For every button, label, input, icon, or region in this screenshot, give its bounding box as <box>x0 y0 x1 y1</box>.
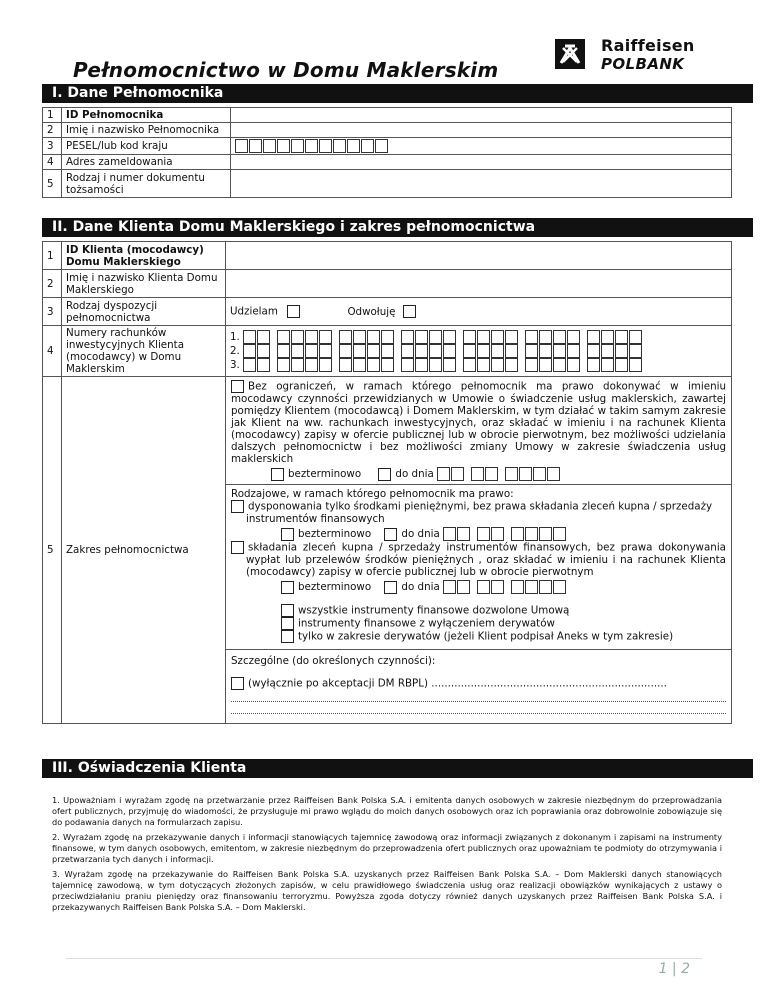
full-scope-checkbox[interactable] <box>231 380 244 393</box>
account-numbers <box>226 326 732 377</box>
szczegolne-checkbox[interactable] <box>231 677 244 690</box>
page-number: 1 | 2 <box>658 961 690 977</box>
id-document-input[interactable] <box>231 170 732 198</box>
proxy-id-input[interactable] <box>231 108 732 123</box>
field-label: PESEL/lub kod kraju <box>62 138 231 155</box>
declaration-3: 3. Wyrażam zgodę na przekazywanie do Raiffeisen Bank Polska S.A. uzyskanych przez Raiffeisen Bank Polska S.A. – Dom Maklerski danych stanowiących tajemnicę zawodową, w tym dotyczących złożonych zapisów, w celu prawidłowego świadczenia usług oraz realizacji obowiązków wynikających z ustawy o przeciwdziałaniu praniu pieniędzy oraz finansowaniu terroryzmu. Powyższa zgoda dotyczy również danych uzyskanych przez Raiffeisen Bank Polska S.A. i przekazywanych Raiffeisen Bank Polska S.A. – Dom Maklerski. <box>52 869 722 912</box>
address-input[interactable] <box>231 155 732 170</box>
row-num: 4 <box>43 326 62 377</box>
instr3-checkbox[interactable] <box>281 630 294 643</box>
client-id-input[interactable] <box>226 242 732 270</box>
row-num: 4 <box>43 155 62 170</box>
field-label: Imię i nazwisko Pełnomocnika <box>62 123 231 138</box>
section1-heading: I. Dane Pełnomocnika <box>42 84 753 103</box>
opt2-bezterminowo-checkbox[interactable] <box>281 581 294 594</box>
account-row-2[interactable]: 2. <box>230 344 727 358</box>
declaration-2: 2. Wyrażam zgodę na przekazywanie danych i informacji stanowiących tajemnicę zawodową oraz informacji związanych z dokonanym i zapisami na instrumenty finansowe, w tym danych osobowych, emitentom, w zakresie niezbędnym do przeprowadzenia ofert publicznych oraz upoważniam te podmioty do otrzymywania i przetwarzania tych danych i informacji. <box>52 832 722 864</box>
row-num: 1 <box>43 242 62 270</box>
full-bezterminowo-checkbox[interactable] <box>271 468 284 481</box>
field-label: ID Klienta (mocodawcy) Domu Maklerskiego <box>62 242 226 270</box>
udzielam-checkbox[interactable] <box>287 305 300 318</box>
bank-logo <box>543 30 733 82</box>
client-name-input[interactable] <box>226 270 732 298</box>
udzielam-label: Udzielam <box>230 305 278 318</box>
declaration-1: 1. Upoważniam i wyrażam zgodę na przetwarzanie przez Raiffeisen Bank Polska S.A. i emitenta danych osobowych w zakresie niezbędnym do przeprowadzania ofert publicznych, przyjmuję do wiadomości, że przysługuje mi prawo wglądu do moich danych osobowych oraz ich poprawiania oraz dobrowolnie zobowiązuje się do podawania danych na formularzach zapisu. <box>52 795 722 827</box>
field-label: Adres zameldowania <box>62 155 231 170</box>
section3-heading: III. Oświadczenia Klienta <box>42 759 753 778</box>
footer-rule <box>66 958 702 959</box>
opt1-bezterminowo-checkbox[interactable] <box>281 528 294 541</box>
row-num: 5 <box>43 170 62 198</box>
section2-heading: II. Dane Klienta Domu Maklerskiego i zakres pełnomocnictwa <box>42 218 753 237</box>
dotted-line[interactable] <box>231 702 726 714</box>
row-num: 1 <box>43 108 62 123</box>
field-label: Imię i nazwisko Klienta Domu Maklerskiego <box>62 270 226 298</box>
declarations <box>52 795 722 917</box>
field-label: ID Pełnomocnika <box>62 108 231 123</box>
row-num: 2 <box>43 270 62 298</box>
page-title: Pełnomocnictwo w Domu Maklerskim <box>73 58 499 82</box>
full-scope-option: Bez ograniczeń, w ramach którego pełnomocnik ma prawo dokonywać w imieniu mocodawcy czynności przewidzianych w Umowie o świadczenie usług maklerskich, zawartej pomiędzy Klientem (mocodawcą) i Domem Maklerskim, w tym działać w takim samym zakresie jak Klient na ww. rachunkach inwestycyjnych, oraz składać w imieniu i na rachunek Klienta (mocodawcy) zapisy w ofercie publicznej lub w obrocie pierwotnym, bez możliwości udzielania dalszych pełnomocnictw i bez możliwości zmiany Umowy w zakresie świadczenia usług maklerskich <box>231 380 726 465</box>
pesel-input[interactable] <box>231 138 732 155</box>
opt1-do-dnia-checkbox[interactable] <box>384 528 397 541</box>
account-row-1[interactable]: 1. <box>230 330 727 344</box>
odwoluje-checkbox[interactable] <box>403 305 416 318</box>
proxy-name-input[interactable] <box>231 123 732 138</box>
section2-table: 1 ID Klienta (mocodawcy) Domu Maklerskiego 2 Imię i nazwisko Klienta Domu Maklerskiego 3 Rodzaj dyspozycji pełnomocnictwa Udzielam Odwołuję 4 Numery rachunków inwestycyjnych Klienta (mocodawcy) w Domu Maklerskim 1. 2. 3. 5 Zakres pełnomocnictwa Bez ograniczeń, w ramach którego pełnomocnik ma prawo dokonywać w imieniu mocodawcy czynności przewidzianych w Umowie o świadczenie usług maklerskich, zawartej pomiędzy Klientem (mocodawcą) i Domem Maklerskim, w tym działać w takim samym zakresie jak Klient na ww. rachunkach inwestycyjnych, oraz składać w imieniu i na rachunek Klienta (mocodawcy) zapisy w ofercie publicznej lub w obrocie pierwotnym, bez możliwości udzielania dalszych pełnomocnictw i bez możliwości zmiany Umowy w zakresie świadczenia usług maklerskich bezterminowo do dnia Rodzajowe, w ramach którego pełnomocnik ma prawo: dysponowania tylko środkami pieniężnymi, bez prawa składania zleceń kupna / sprzedaży instrumentów finansowych bezterminowo do dnia składania zleceń kupna / sprzedaży instrumentów finansowych, bez prawa dokonywania wypłat lub przelewów środków pieniężnych , oraz składać w imieniu i na rachunek Klienta (mocodawcy) zapisy w ofercie publicznej lub w obrocie pierwotnym bezterminowo do dnia wszystkie instrumenty finansowe dozwolone Umową instrumenty finansowe z wyłączeniem derywatów tylko w zakresie derywatów (jeżeli Klient podpisał Aneks w tym zakresie) Szczególne (do określonych czynności): (wyłącznie po akceptacji DM RBPL) ........................................................................ <box>42 241 732 724</box>
section1-table <box>42 107 732 198</box>
opt1-checkbox[interactable] <box>231 500 244 513</box>
instr1-checkbox[interactable] <box>281 604 294 617</box>
dotted-line[interactable] <box>231 690 726 702</box>
odwoluje-label: Odwołuję <box>347 305 396 318</box>
instr2-checkbox[interactable] <box>281 617 294 630</box>
szczegolne-label: Szczególne (do określonych czynności): <box>226 649 731 667</box>
account-row-3[interactable]: 3. <box>230 358 727 372</box>
full-do-dnia-checkbox[interactable] <box>378 468 391 481</box>
opt2-do-dnia-checkbox[interactable] <box>384 581 397 594</box>
logo-line1: Raiffeisen <box>601 36 695 55</box>
field-label: Zakres pełnomocnictwa <box>62 377 226 724</box>
opt2-checkbox[interactable] <box>231 541 244 554</box>
row-num: 3 <box>43 298 62 326</box>
rodzajowe-label: Rodzajowe, w ramach którego pełnomocnik ma prawo: <box>226 484 731 500</box>
row-num: 5 <box>43 377 62 724</box>
row-num: 2 <box>43 123 62 138</box>
field-label: Rodzaj i numer dokumentu tożsamości <box>62 170 231 198</box>
field-label: Rodzaj dyspozycji pełnomocnictwa <box>62 298 226 326</box>
row-num: 3 <box>43 138 62 155</box>
field-label: Numery rachunków inwestycyjnych Klienta (mocodawcy) w Domu Maklerskim <box>62 326 226 377</box>
raiffeisen-logo-icon <box>555 39 585 69</box>
logo-line2: POLBANK <box>601 55 685 73</box>
